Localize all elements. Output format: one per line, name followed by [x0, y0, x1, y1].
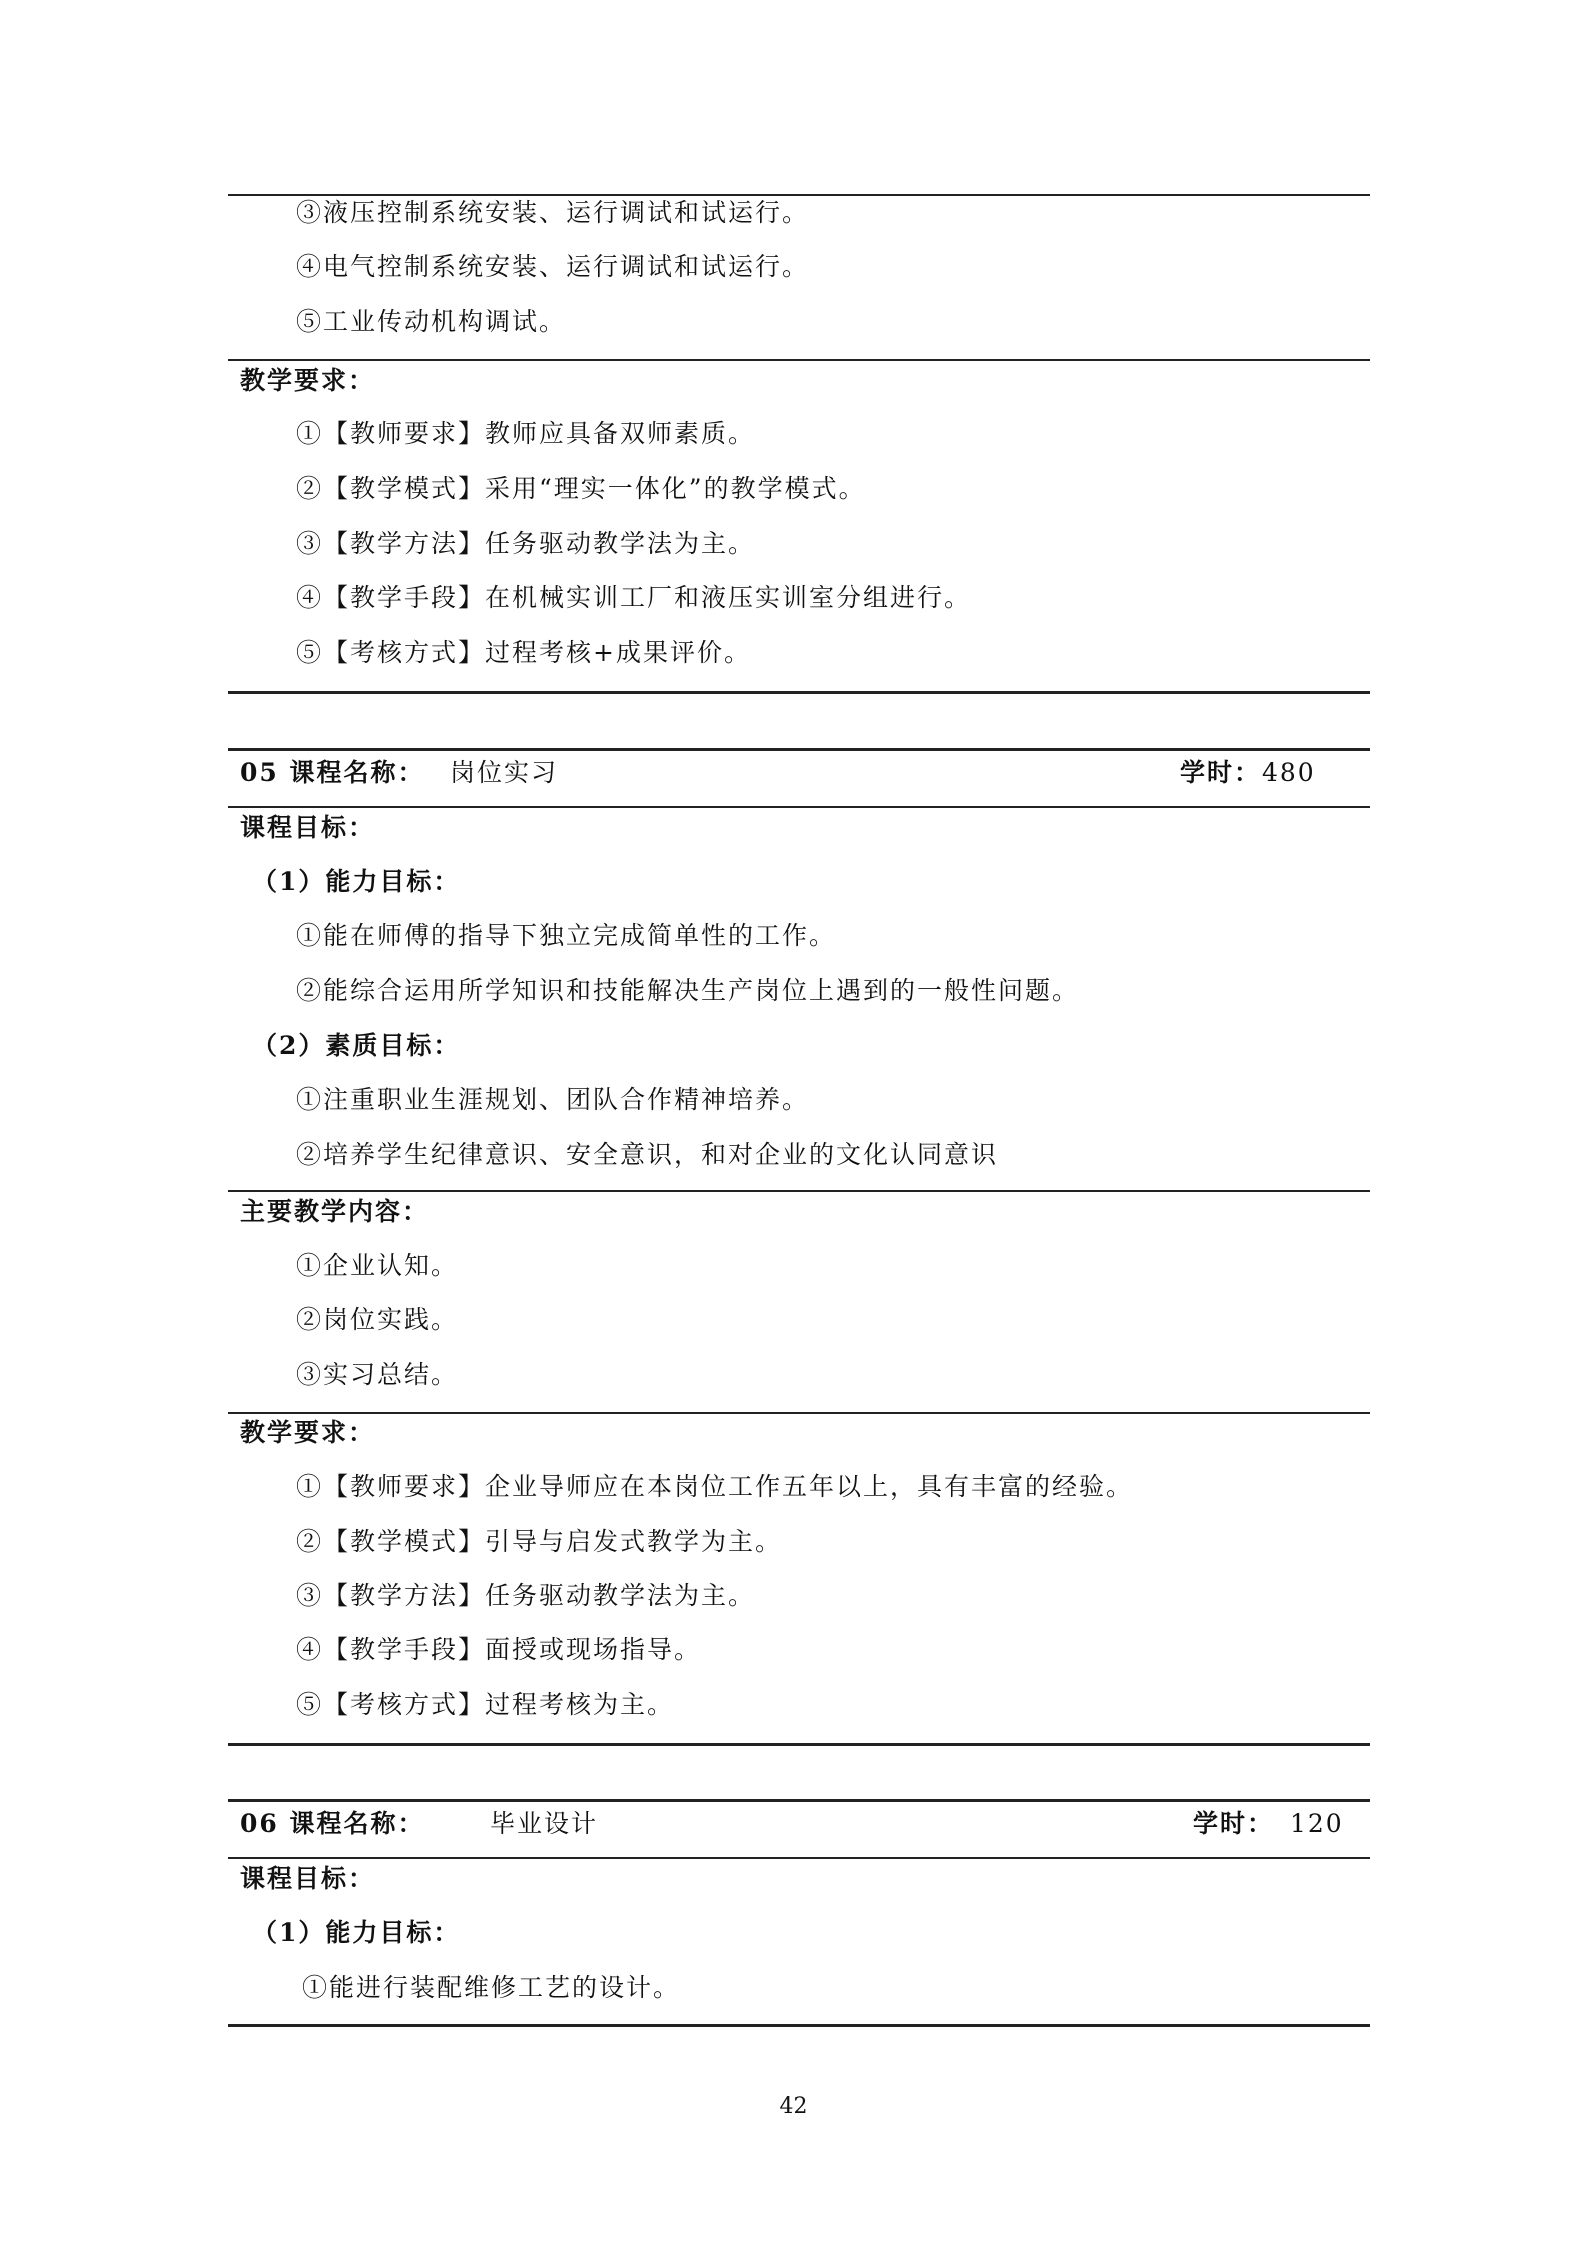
content-item: ②岗位实践。: [296, 1305, 459, 1334]
page-number: 42: [779, 2094, 808, 2119]
ability-item: ①能进行装配维修工艺的设计。: [302, 1973, 681, 2002]
rule-top: [228, 194, 1370, 196]
rule: [228, 1857, 1370, 1859]
rule-section-start: [228, 748, 1370, 751]
ability-item: ②能综合运用所学知识和技能解决生产岗位上遇到的一般性问题。: [296, 976, 1080, 1005]
course-number-label: 05 课程名称：: [240, 758, 425, 787]
quality-label: （2）素质目标：: [252, 1031, 461, 1060]
content-item: ③实习总结。: [296, 1360, 459, 1389]
content-item: ③液压控制系统安装、运行调试和试运行。: [296, 198, 810, 227]
req-item: ①【教师要求】教师应具备双师素质。: [296, 419, 756, 448]
quality-item: ①注重职业生涯规划、团队合作精神培养。: [296, 1085, 810, 1114]
hours-label: 学时：: [1193, 1809, 1275, 1838]
rule-section-start: [228, 1799, 1370, 1802]
req-item: ③【教学方法】任务驱动教学法为主。: [296, 1581, 756, 1610]
rule: [228, 806, 1370, 808]
req-item: ⑤【考核方式】过程考核为主。: [296, 1690, 675, 1719]
req-label: 教学要求：: [240, 1418, 376, 1447]
req-item: ①【教师要求】企业导师应在本岗位工作五年以上，具有丰富的经验。: [296, 1472, 1134, 1501]
course-name: 毕业设计: [490, 1809, 599, 1838]
course-number-label: 06 课程名称：: [240, 1809, 425, 1838]
req-item: ⑤【考核方式】过程考核+成果评价。: [296, 638, 751, 667]
req-item: ②【教学模式】采用“理实一体化”的教学模式。: [296, 474, 866, 503]
rule-section-end: [228, 691, 1370, 694]
rule: [228, 1412, 1370, 1414]
hours-value: 120: [1290, 1809, 1344, 1838]
content-item: ⑤工业传动机构调试。: [296, 307, 567, 336]
req-item: ④【教学手段】在机械实训工厂和液压实训室分组进行。: [296, 583, 972, 612]
ability-label: （1）能力目标：: [252, 867, 461, 896]
rule-section-end: [228, 1743, 1370, 1746]
req-item: ②【教学模式】引导与启发式教学为主。: [296, 1527, 783, 1556]
rule-bottom: [228, 2024, 1370, 2027]
content-label: 主要教学内容：: [240, 1197, 430, 1226]
course-name: 岗位实习: [450, 758, 559, 787]
hours-label: 学时：: [1180, 758, 1262, 787]
quality-item: ②培养学生纪律意识、安全意识，和对企业的文化认同意识: [296, 1140, 999, 1169]
rule: [228, 1190, 1370, 1192]
ability-item: ①能在师傅的指导下独立完成简单性的工作。: [296, 921, 837, 950]
content-item: ④电气控制系统安装、运行调试和试运行。: [296, 252, 810, 281]
req-item: ③【教学方法】任务驱动教学法为主。: [296, 529, 756, 558]
goal-label: 课程目标：: [240, 1864, 376, 1893]
ability-label: （1）能力目标：: [252, 1918, 461, 1947]
rule: [228, 359, 1370, 361]
hours-value: 480: [1262, 758, 1316, 787]
goal-label: 课程目标：: [240, 813, 376, 842]
content-item: ①企业认知。: [296, 1251, 459, 1280]
req-item: ④【教学手段】面授或现场指导。: [296, 1635, 702, 1664]
req-label: 教学要求：: [240, 366, 376, 395]
